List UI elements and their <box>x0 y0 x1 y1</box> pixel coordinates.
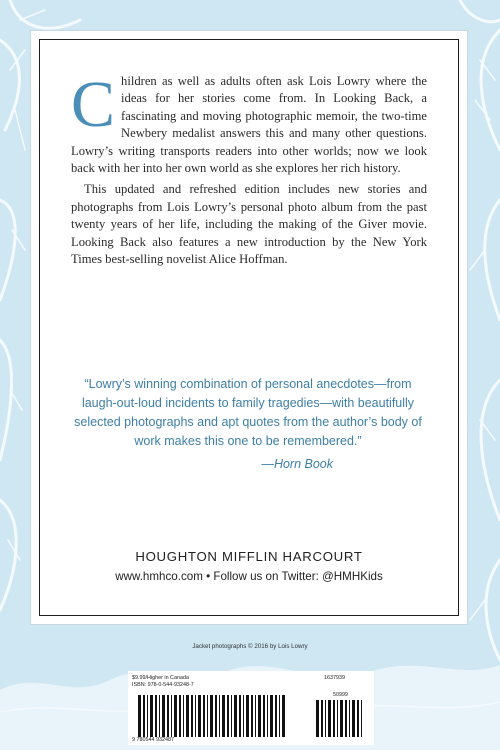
back-cover-panel <box>30 30 468 625</box>
product-code: 1637939 <box>324 675 345 681</box>
addon-barcode-icon <box>316 700 366 737</box>
publisher-name: HOUGHTON MIFFLIN HARCOURT <box>135 549 363 564</box>
barcode-digits: 9 780544 932487 <box>132 737 174 743</box>
addon-digits: 50999 <box>333 692 348 698</box>
book-description <box>71 68 427 268</box>
review-attribution: —Horn Book <box>261 457 333 471</box>
isbn-text: ISBN: 978-0-544-93248-7 <box>132 682 194 688</box>
barcode-icon <box>138 695 288 737</box>
barcode-label <box>128 671 374 745</box>
review-quote: “Lowry’s winning combination of personal anecdotes—from laugh-out-loud incidents to family tragedies—with beautifully selected photographs and apt quotes from the author’s body of work makes this one to be remembered.” <box>74 377 422 448</box>
description-paragraph-1: Children as well as adults often ask Lois Lowry where the ideas for her stories come from. In Looking Back, a fascinating and moving photographic memoir, the two-time Newbery medalist answers this and many other questions. Lowry’s writing transports readers into other worlds; now we look back with her into her own world as she explores her rich history. <box>71 68 427 176</box>
review-quote-block <box>67 375 429 474</box>
price-text: $9.99/Higher in Canada <box>132 675 189 681</box>
photo-credit: Jacket photographs © 2016 by Lois Lowry <box>192 643 308 650</box>
description-paragraph-2: This updated and refreshed edition includes new stories and photographs from Lois Lowry’s personal photo album from the past twenty years of her life, including the making of the Giver movie. Looking Back also features a new introduction by the New York Times best-selling novelist Alice Hoffman. <box>71 182 427 267</box>
publisher-web-line: www.hmhco.com • Follow us on Twitter: @HMHKids <box>115 570 383 583</box>
